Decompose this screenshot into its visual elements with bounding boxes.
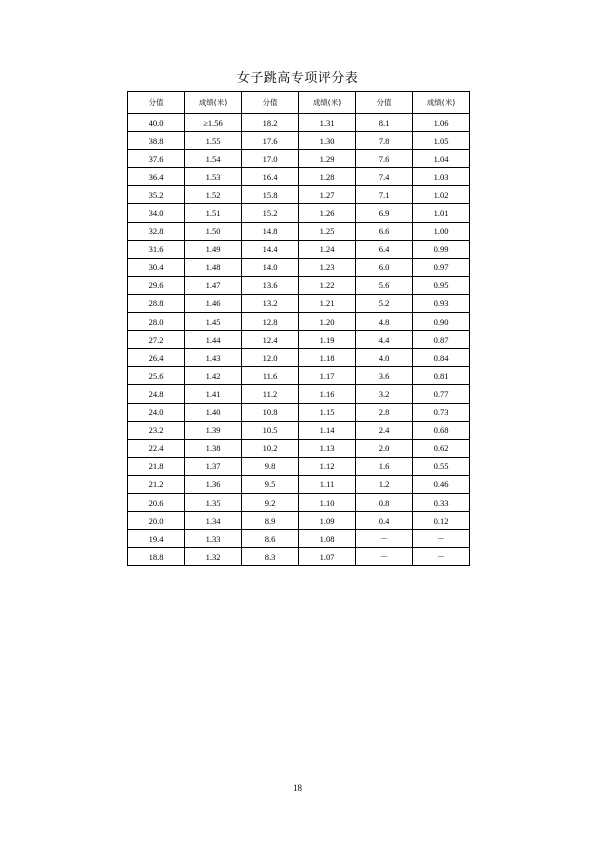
score-cell: 35.2: [128, 186, 185, 204]
score-cell: 2.4: [356, 421, 413, 439]
table-row: [128, 114, 470, 132]
score-cell: 26.4: [128, 349, 185, 367]
page-number: 18: [293, 783, 302, 793]
result-cell: 1.48: [185, 258, 242, 276]
score-cell: 27.2: [128, 331, 185, 349]
result-cell: 0.90: [413, 313, 470, 331]
score-cell: 4.4: [356, 331, 413, 349]
score-cell: 16.4: [242, 168, 299, 186]
score-cell: 14.0: [242, 258, 299, 276]
result-cell: 1.50: [185, 222, 242, 240]
result-cell: 1.55: [185, 132, 242, 150]
score-cell: 4.0: [356, 349, 413, 367]
score-cell: 6.0: [356, 258, 413, 276]
result-cell: 1.32: [185, 548, 242, 566]
score-cell: 7.1: [356, 186, 413, 204]
table-header: [128, 92, 470, 114]
result-cell: 1.49: [185, 240, 242, 258]
result-cell: 0.62: [413, 439, 470, 457]
result-cell: 1.19: [299, 331, 356, 349]
score-cell: 14.4: [242, 240, 299, 258]
score-cell: 40.0: [128, 114, 185, 132]
result-cell: 1.40: [185, 403, 242, 421]
result-cell: 0.84: [413, 349, 470, 367]
result-cell: 1.06: [413, 114, 470, 132]
score-cell: 3.2: [356, 385, 413, 403]
result-cell: 1.00: [413, 222, 470, 240]
result-cell: 1.34: [185, 512, 242, 530]
result-cell: 0.46: [413, 475, 470, 493]
result-cell: 1.36: [185, 475, 242, 493]
score-cell: 18.2: [242, 114, 299, 132]
column-header-result: 成绩(米): [185, 92, 242, 114]
result-cell: 1.03: [413, 168, 470, 186]
score-cell: 6.4: [356, 240, 413, 258]
table-row: [128, 150, 470, 168]
table-body: [128, 114, 470, 566]
score-cell: 12.0: [242, 349, 299, 367]
score-cell: 22.4: [128, 439, 185, 457]
result-cell: 1.09: [299, 512, 356, 530]
result-cell: 1.42: [185, 367, 242, 385]
score-cell: 7.8: [356, 132, 413, 150]
score-cell: 31.6: [128, 240, 185, 258]
score-cell: 23.2: [128, 421, 185, 439]
score-cell: 20.0: [128, 512, 185, 530]
score-cell: 6.6: [356, 222, 413, 240]
result-cell: 0.77: [413, 385, 470, 403]
result-cell: 0.97: [413, 258, 470, 276]
result-cell: 1.13: [299, 439, 356, 457]
score-cell: 18.8: [128, 548, 185, 566]
column-header-result: 成绩(米): [299, 92, 356, 114]
result-cell: 1.11: [299, 475, 356, 493]
score-cell: 9.5: [242, 475, 299, 493]
table-row: [128, 331, 470, 349]
score-cell: 34.0: [128, 204, 185, 222]
score-cell: 24.0: [128, 403, 185, 421]
table-row: [128, 548, 470, 566]
score-cell: 24.8: [128, 385, 185, 403]
result-cell: 1.33: [185, 530, 242, 548]
result-cell: 1.18: [299, 349, 356, 367]
score-cell: 7.6: [356, 150, 413, 168]
result-cell: 1.15: [299, 403, 356, 421]
table-row: [128, 168, 470, 186]
score-cell: 11.6: [242, 367, 299, 385]
score-cell: 3.6: [356, 367, 413, 385]
result-cell: 0.12: [413, 512, 470, 530]
score-cell: 10.8: [242, 403, 299, 421]
score-cell: －: [356, 548, 413, 566]
table-row: [128, 512, 470, 530]
score-cell: 28.0: [128, 313, 185, 331]
table-row: [128, 186, 470, 204]
score-cell: 11.2: [242, 385, 299, 403]
table-row: [128, 258, 470, 276]
result-cell: 0.68: [413, 421, 470, 439]
score-cell: 25.6: [128, 367, 185, 385]
result-cell: 0.95: [413, 276, 470, 294]
score-cell: －: [356, 530, 413, 548]
table-row: [128, 132, 470, 150]
result-cell: 0.55: [413, 457, 470, 475]
score-cell: 29.6: [128, 276, 185, 294]
result-cell: 1.47: [185, 276, 242, 294]
table-row: [128, 385, 470, 403]
result-cell: 1.21: [299, 294, 356, 312]
result-cell: 0.81: [413, 367, 470, 385]
result-cell: 1.30: [299, 132, 356, 150]
result-cell: 1.16: [299, 385, 356, 403]
score-cell: 2.8: [356, 403, 413, 421]
score-cell: 30.4: [128, 258, 185, 276]
score-cell: 19.4: [128, 530, 185, 548]
result-cell: 1.46: [185, 294, 242, 312]
score-cell: 1.2: [356, 475, 413, 493]
result-cell: 1.37: [185, 457, 242, 475]
score-cell: 8.6: [242, 530, 299, 548]
result-cell: －: [413, 548, 470, 566]
score-cell: 36.4: [128, 168, 185, 186]
score-cell: 8.3: [242, 548, 299, 566]
result-cell: 1.08: [299, 530, 356, 548]
score-cell: 9.2: [242, 493, 299, 511]
result-cell: 0.99: [413, 240, 470, 258]
table-row: [128, 222, 470, 240]
score-cell: 20.6: [128, 493, 185, 511]
table-row: [128, 204, 470, 222]
column-header-result: 成绩(米): [413, 92, 470, 114]
result-cell: 0.87: [413, 331, 470, 349]
score-cell: 2.0: [356, 439, 413, 457]
score-cell: 6.9: [356, 204, 413, 222]
score-cell: 8.9: [242, 512, 299, 530]
score-cell: 21.8: [128, 457, 185, 475]
result-cell: 1.07: [299, 548, 356, 566]
result-cell: 1.54: [185, 150, 242, 168]
table-row: [128, 349, 470, 367]
table-row: [128, 403, 470, 421]
result-cell: 1.22: [299, 276, 356, 294]
score-cell: 37.6: [128, 150, 185, 168]
result-cell: 1.28: [299, 168, 356, 186]
score-cell: 38.8: [128, 132, 185, 150]
score-cell: 5.6: [356, 276, 413, 294]
score-cell: 10.2: [242, 439, 299, 457]
score-cell: 1.6: [356, 457, 413, 475]
table-row: [128, 313, 470, 331]
score-cell: 15.8: [242, 186, 299, 204]
result-cell: 1.04: [413, 150, 470, 168]
column-header-score: 分值: [356, 92, 413, 114]
result-cell: 1.23: [299, 258, 356, 276]
result-cell: 1.05: [413, 132, 470, 150]
scoring-table: [127, 91, 470, 566]
result-cell: 1.14: [299, 421, 356, 439]
column-header-score: 分值: [242, 92, 299, 114]
table-row: [128, 276, 470, 294]
result-cell: 1.10: [299, 493, 356, 511]
result-cell: 1.24: [299, 240, 356, 258]
result-cell: ≥1.56: [185, 114, 242, 132]
result-cell: 1.12: [299, 457, 356, 475]
score-cell: 17.6: [242, 132, 299, 150]
result-cell: 1.43: [185, 349, 242, 367]
result-cell: 1.01: [413, 204, 470, 222]
result-cell: 1.02: [413, 186, 470, 204]
result-cell: 0.93: [413, 294, 470, 312]
score-cell: 14.8: [242, 222, 299, 240]
result-cell: －: [413, 530, 470, 548]
table-row: [128, 294, 470, 312]
score-cell: 28.8: [128, 294, 185, 312]
score-cell: 9.8: [242, 457, 299, 475]
header-row: [128, 92, 470, 114]
table-row: [128, 493, 470, 511]
result-cell: 1.20: [299, 313, 356, 331]
table-row: [128, 475, 470, 493]
result-cell: 1.41: [185, 385, 242, 403]
result-cell: 1.53: [185, 168, 242, 186]
table-row: [128, 367, 470, 385]
score-cell: 12.4: [242, 331, 299, 349]
result-cell: 1.38: [185, 439, 242, 457]
result-cell: 1.44: [185, 331, 242, 349]
score-cell: 17.0: [242, 150, 299, 168]
result-cell: 1.52: [185, 186, 242, 204]
table-row: [128, 240, 470, 258]
page-title: 女子跳高专项评分表: [236, 71, 359, 86]
score-cell: 13.2: [242, 294, 299, 312]
score-cell: 32.8: [128, 222, 185, 240]
score-cell: 21.2: [128, 475, 185, 493]
result-cell: 1.31: [299, 114, 356, 132]
table-row: [128, 439, 470, 457]
result-cell: 1.25: [299, 222, 356, 240]
table-row: [128, 530, 470, 548]
score-cell: 4.8: [356, 313, 413, 331]
result-cell: 1.39: [185, 421, 242, 439]
score-cell: 8.1: [356, 114, 413, 132]
score-cell: 13.6: [242, 276, 299, 294]
score-cell: 0.8: [356, 493, 413, 511]
result-cell: 1.29: [299, 150, 356, 168]
result-cell: 0.73: [413, 403, 470, 421]
score-cell: 12.8: [242, 313, 299, 331]
result-cell: 1.26: [299, 204, 356, 222]
score-cell: 5.2: [356, 294, 413, 312]
result-cell: 1.51: [185, 204, 242, 222]
score-cell: 7.4: [356, 168, 413, 186]
result-cell: 1.35: [185, 493, 242, 511]
result-cell: 1.17: [299, 367, 356, 385]
score-cell: 0.4: [356, 512, 413, 530]
table-row: [128, 457, 470, 475]
result-cell: 1.45: [185, 313, 242, 331]
result-cell: 1.27: [299, 186, 356, 204]
result-cell: 0.33: [413, 493, 470, 511]
table-row: [128, 421, 470, 439]
column-header-score: 分值: [128, 92, 185, 114]
score-cell: 10.5: [242, 421, 299, 439]
score-cell: 15.2: [242, 204, 299, 222]
